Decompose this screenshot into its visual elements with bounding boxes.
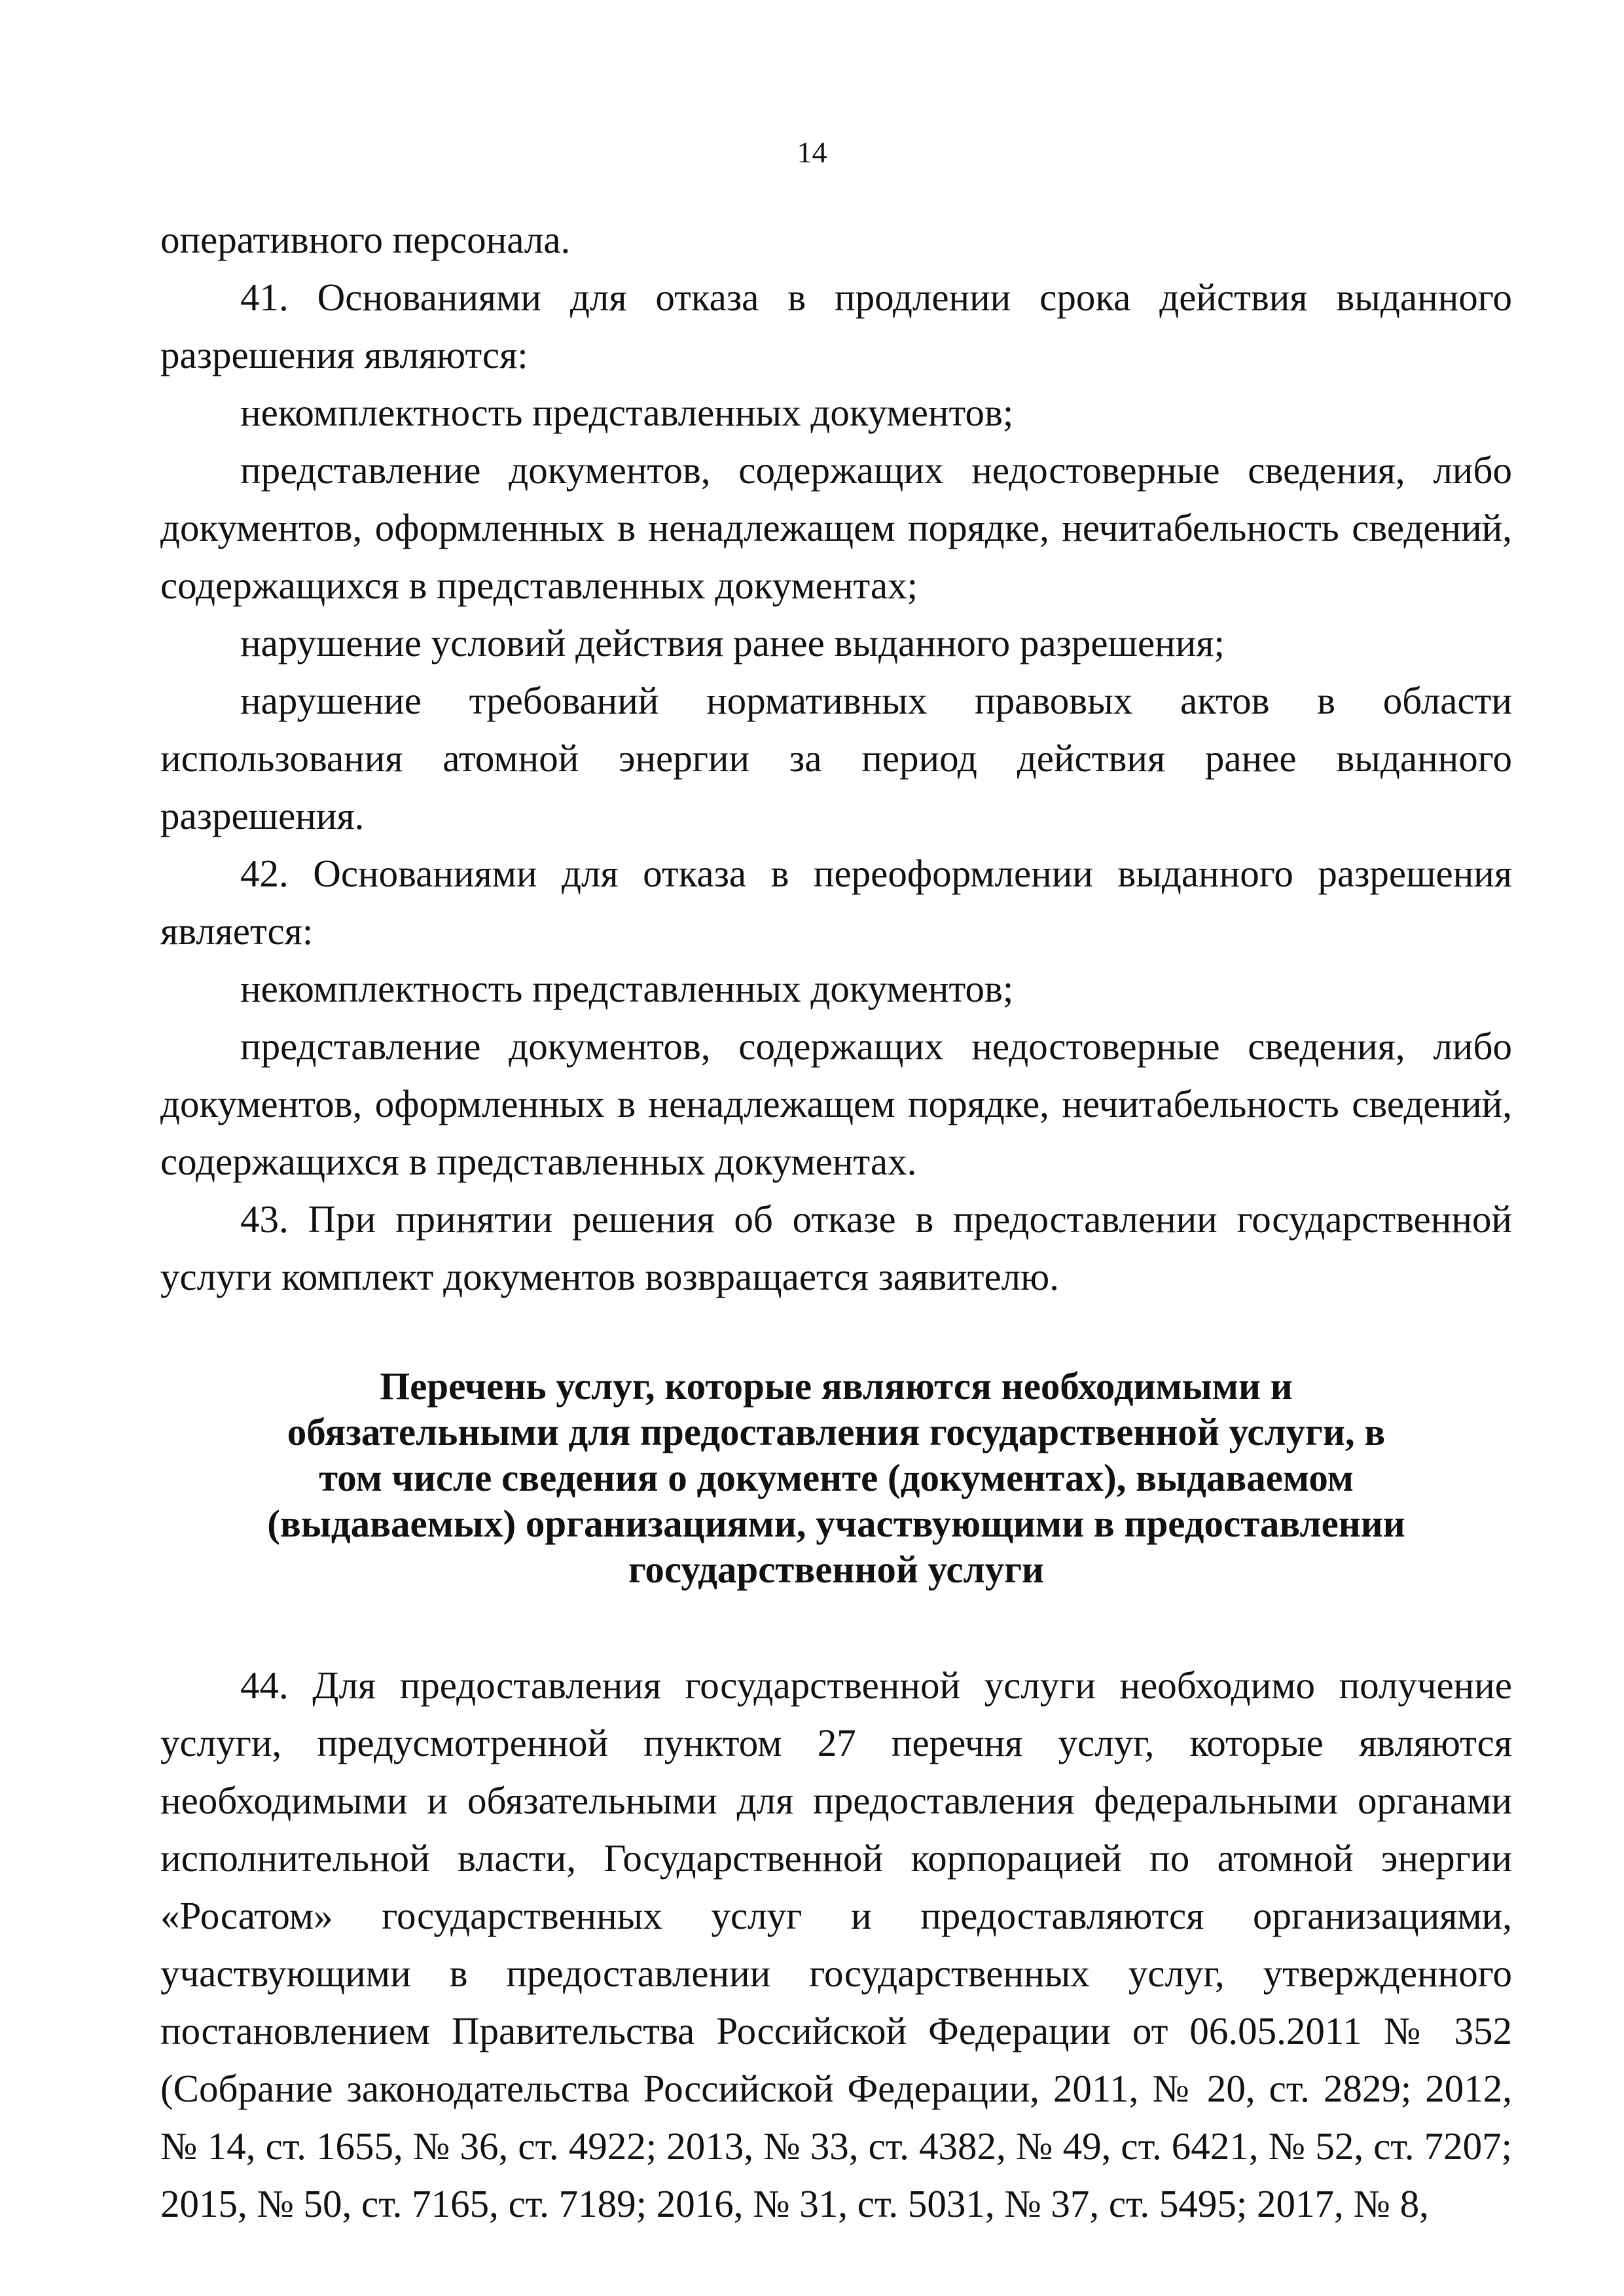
page-number: 14 (797, 136, 827, 169)
paragraph-41-ground-3: нарушение условий действия ранее выданного разрешения; (240, 621, 1225, 665)
paragraph-continuation: оперативного персонала. (160, 218, 571, 261)
paragraph-item-43: 43. При принятии решения об отказе в предоставлении государственной услуги комплект документов возвращается заявителю. (160, 1197, 1512, 1298)
paragraph-item-42: 42. Основаниями для отказа в переоформлении выданного разрешения является: (160, 852, 1512, 953)
paragraph-item-41: 41. Основаниями для отказа в продлении срока действия выданного разрешения являются: (160, 276, 1512, 376)
section-heading: Перечень услуг, которые являются необходимыми и обязательными для предоставления государственной услуги, в том числе сведения о документе (документах), выдаваемом (выдаваемых) организациями, участвующими в предоставлении государственной услуги (267, 1364, 1405, 1591)
paragraph-41-ground-2: представление документов, содержащих недостоверные сведения, либо документов, оформленных в ненадлежащем порядке, нечитабельность сведений, содержащихся в представленных документах; (160, 448, 1512, 607)
paragraph-42-ground-1: некомплектность представленных документов; (240, 967, 1014, 1010)
paragraph-41-ground-1: некомплектность представленных документов; (240, 391, 1014, 434)
document-body (160, 211, 1512, 2232)
paragraph-42-ground-2: представление документов, содержащих недостоверные сведения, либо документов, оформленных в ненадлежащем порядке, нечитабельность сведений, содержащихся в представленных документах. (160, 1025, 1512, 1183)
paragraph-41-ground-4: нарушение требований нормативных правовых актов в области использования атомной энергии за период действия ранее выданного разрешения. (160, 679, 1512, 837)
spacer (160, 1305, 1512, 1363)
spacer (160, 1592, 1512, 1656)
paragraph-item-44: 44. Для предоставления государственной услуги необходимо получение услуги, предусмотренной пунктом 27 перечня услуг, которые являются необходимыми и обязательными для предоставления федеральными органами исполнительной власти, Государственной корпорацией по атомной энергии «Росатом» государственных услуг и предоставляются организациями, участвующими в предоставлении государственных услуг, утвержденного постановлением Правительства Российской Федерации от 06.05.2011 № 352 (Собрание законодательства Российской Федерации, 2011, № 20, ст. 2829; 2012, № 14, ст. 1655, № 36, ст. 4922; 2013, № 33, ст. 4382, № 49, ст. 6421, № 52, ст. 7207; 2015, № 50, ст. 7165, ст. 7189; 2016, № 31, ст. 5031, № 37, ст. 5495; 2017, № 8, (160, 1664, 1512, 2225)
